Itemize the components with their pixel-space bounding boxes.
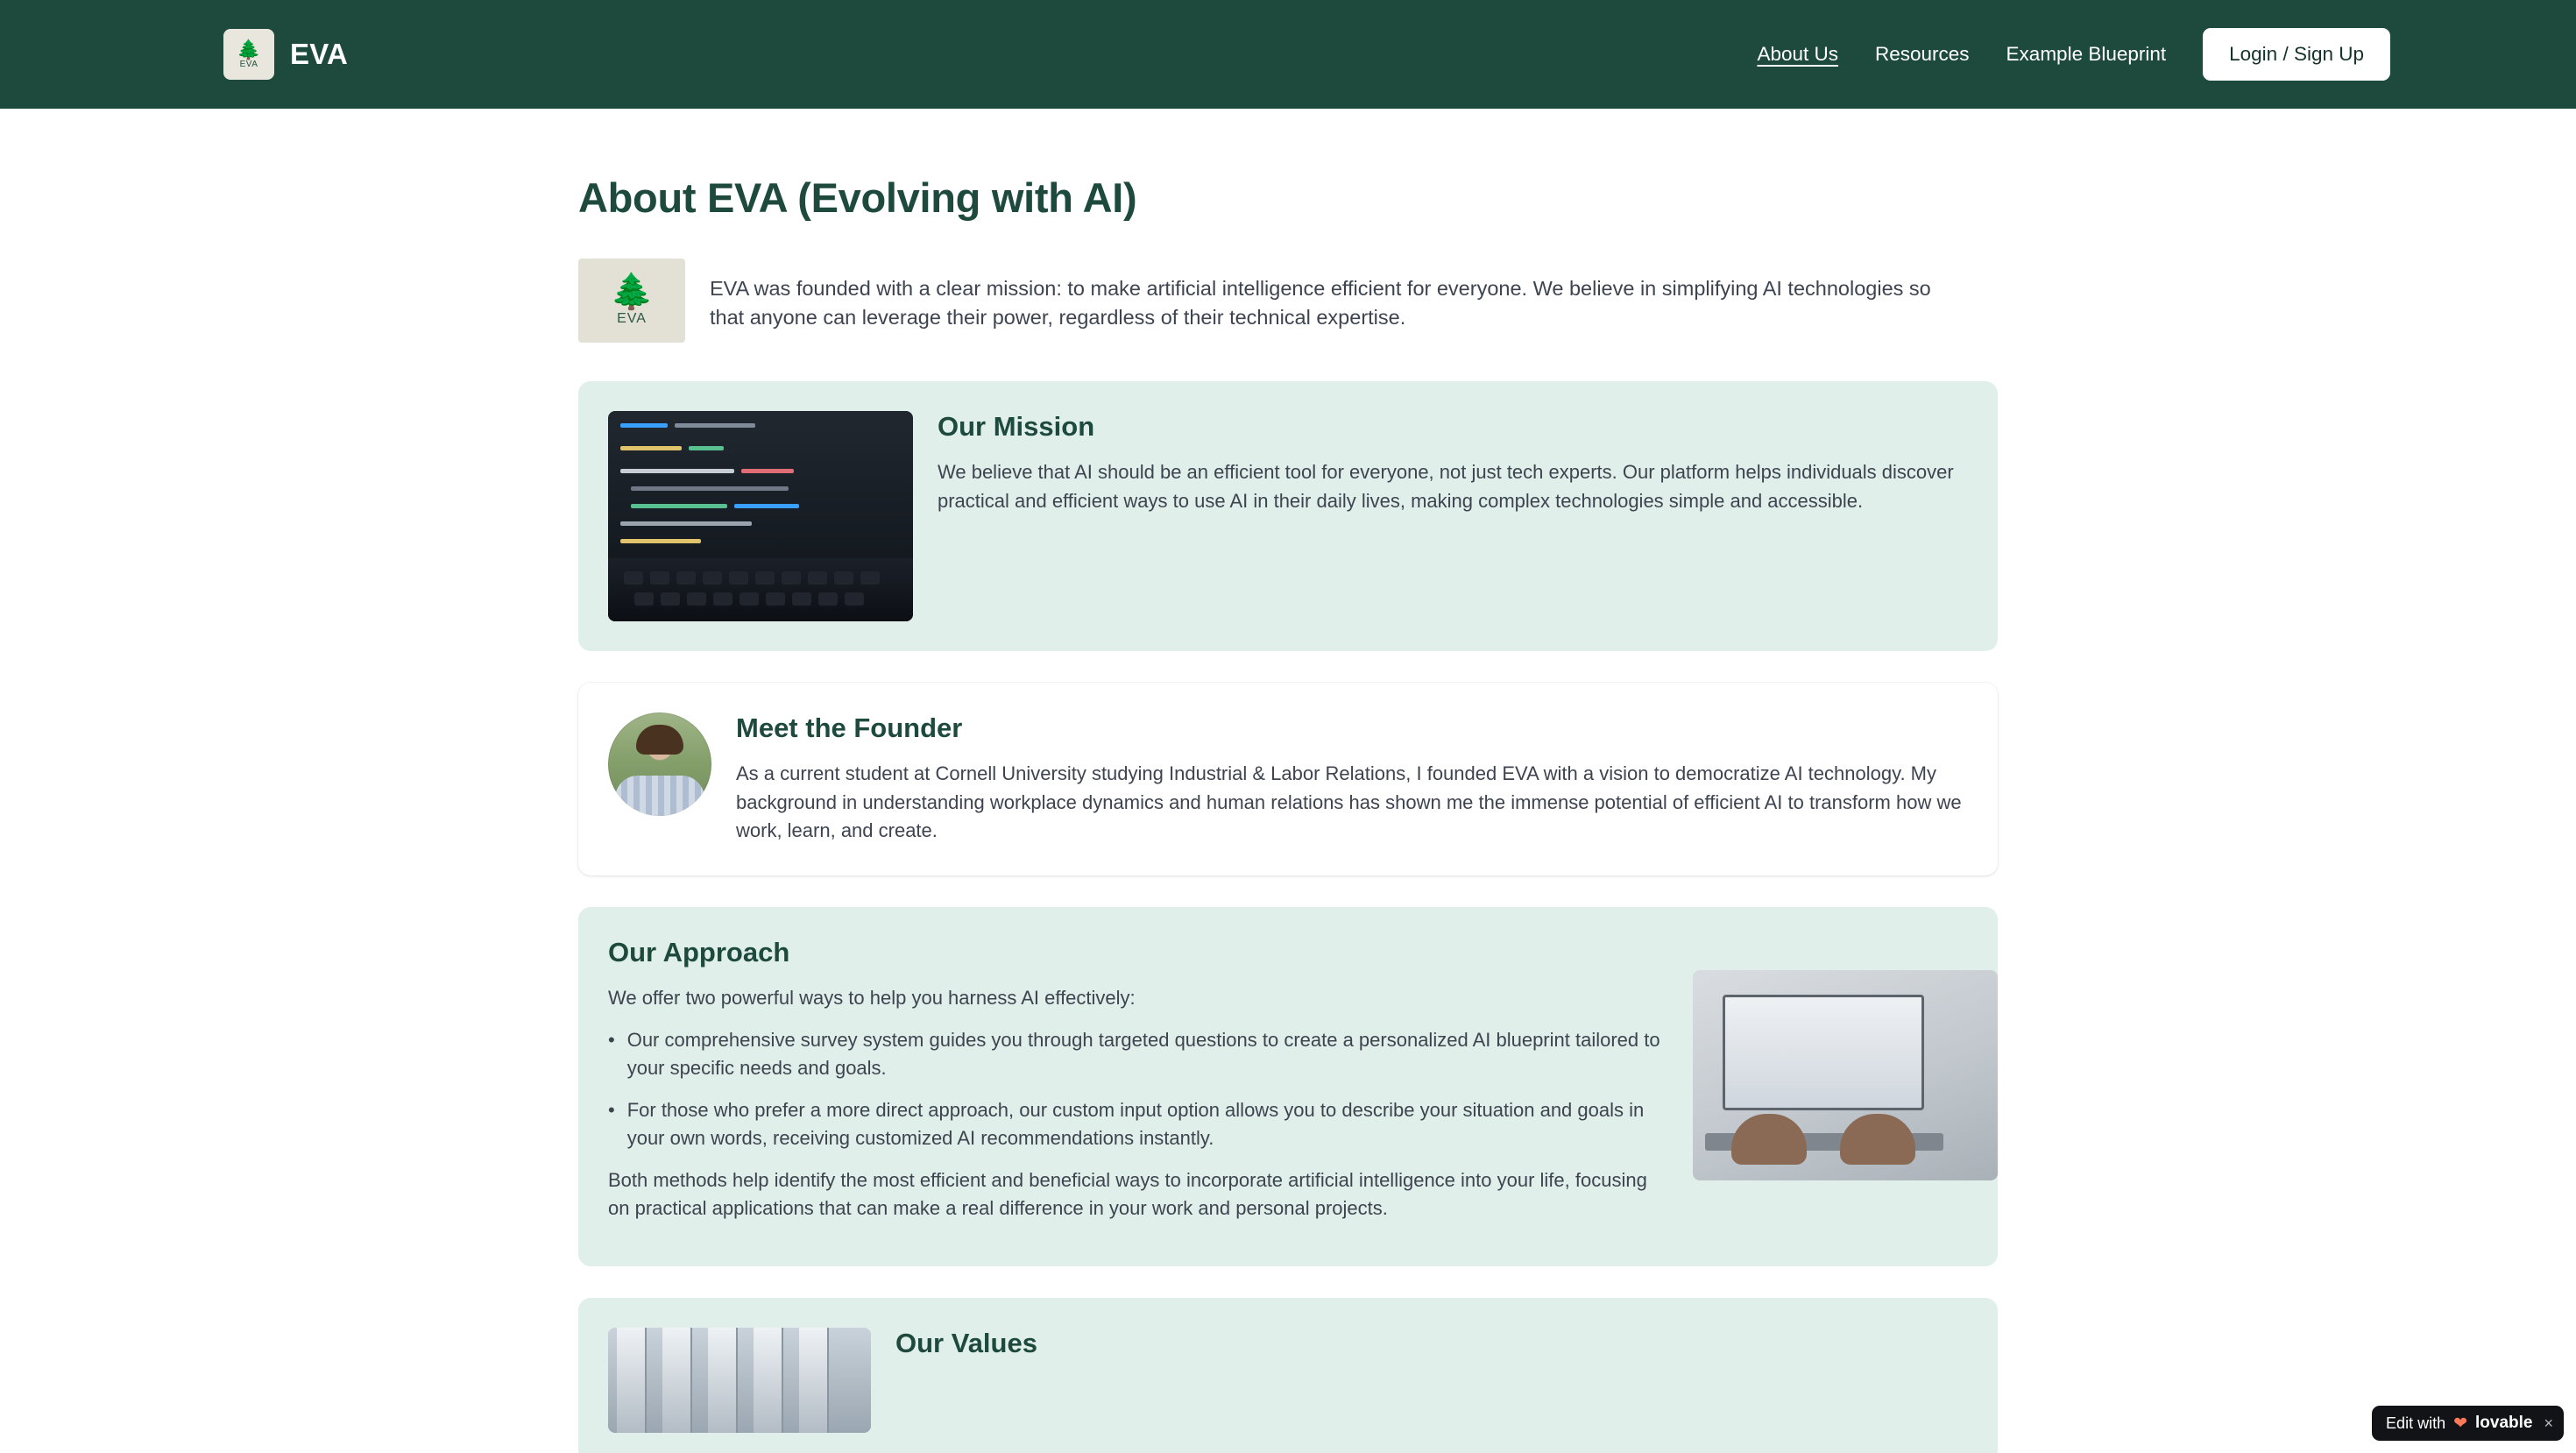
hair-shape [636,725,683,755]
tree-logo-icon [223,29,274,80]
bullet-icon: • [608,1098,615,1121]
approach-closing: Both methods help identify the most efficient and beneficial ways to incorporate artificial intelligence into your life, focusing on practical applications that can make a real difference in your work and personal projects. [608,1169,1647,1220]
badge-prefix-label: Edit with [2386,1414,2446,1432]
approach-bullet-2: For those who prefer a more direct approach, our custom input option allows you to describe your situation and goals in your own words, receiving customized AI recommendations instantly. [626,1098,1645,1150]
founder-body: As a current student at Cornell University studying Industrial & Labor Relations, I founded EVA with a vision to democratize AI technology. My background in understanding workplace dynamics and human relations has shown me the immense potential of efficient AI to transform how we work, learn, and create. [736,762,1962,842]
brand-logo-group[interactable] [223,29,348,80]
tree-logo-icon [578,259,685,343]
brand-name: EVA [290,38,349,70]
hands-typing-on-laptop-photo [1693,970,1998,1180]
nav-link-about-us[interactable]: About Us [1757,43,1838,65]
values-card [578,1298,1998,1453]
mission-body: We believe that AI should be an efficient tool for everyone, not just tech experts. Our platform helps individuals discover practical and efficient ways to use AI in their daily lives, making complex technologies simple and accessible. [938,461,1954,512]
about-page-content [578,109,1998,1453]
edit-with-lovable-badge[interactable] [2372,1406,2564,1441]
logo-caption: EVA [617,311,647,326]
close-icon[interactable]: × [2544,1414,2553,1432]
intro-block [578,259,1998,343]
values-title: Our Values [895,1328,1037,1359]
mission-card [578,381,1998,651]
values-text-block [895,1328,1037,1375]
intro-paragraph: EVA was founded with a clear mission: to make artificial intelligence efficient for everyone. We believe in simplifying AI technologies so that anyone can leverage their power, regardless of their technical expertise. [710,277,1931,330]
bullet-icon: • [608,1028,615,1051]
login-signup-button[interactable]: Login / Sign Up [2203,28,2390,81]
hand-shape [1840,1114,1915,1165]
server-room-photo [608,1328,871,1433]
approach-title: Our Approach [608,936,790,967]
primary-nav [1757,28,2576,81]
approach-intro: We offer two powerful ways to help you harness AI effectively: [608,986,1136,1009]
founder-card [578,683,1998,875]
mission-title: Our Mission [938,411,1095,442]
list-item [608,1096,1668,1152]
founder-text-block [736,712,1968,846]
approach-bullet-1: Our comprehensive survey system guides you through targeted questions to create a personalized AI blueprint tailored to your specific needs and goals. [626,1028,1660,1079]
tree-glyph: 🌲 [610,273,654,311]
founder-title: Meet the Founder [736,712,963,743]
nav-link-example-blueprint[interactable]: Example Blueprint [2006,43,2167,65]
tree-glyph: 🌲 [237,38,261,60]
laptop-screen-shape [1723,995,1924,1110]
page-title: About EVA (Evolving with AI) [578,174,1137,221]
founder-portrait-photo [608,712,711,816]
heart-icon: ❤ [2453,1414,2467,1433]
lovable-brand-label: lovable [2475,1414,2533,1432]
top-navigation-bar [0,0,2576,109]
list-item [608,1026,1668,1082]
nav-link-resources[interactable]: Resources [1875,43,1970,65]
code-on-laptop-photo [608,411,913,621]
logo-caption: EVA [239,59,258,69]
keyboard-area [608,558,913,621]
hand-shape [1731,1114,1807,1165]
shirt-shape [615,776,704,816]
mission-text-block [938,411,1968,515]
approach-card [578,907,1998,1267]
approach-text-block [608,984,1668,1223]
